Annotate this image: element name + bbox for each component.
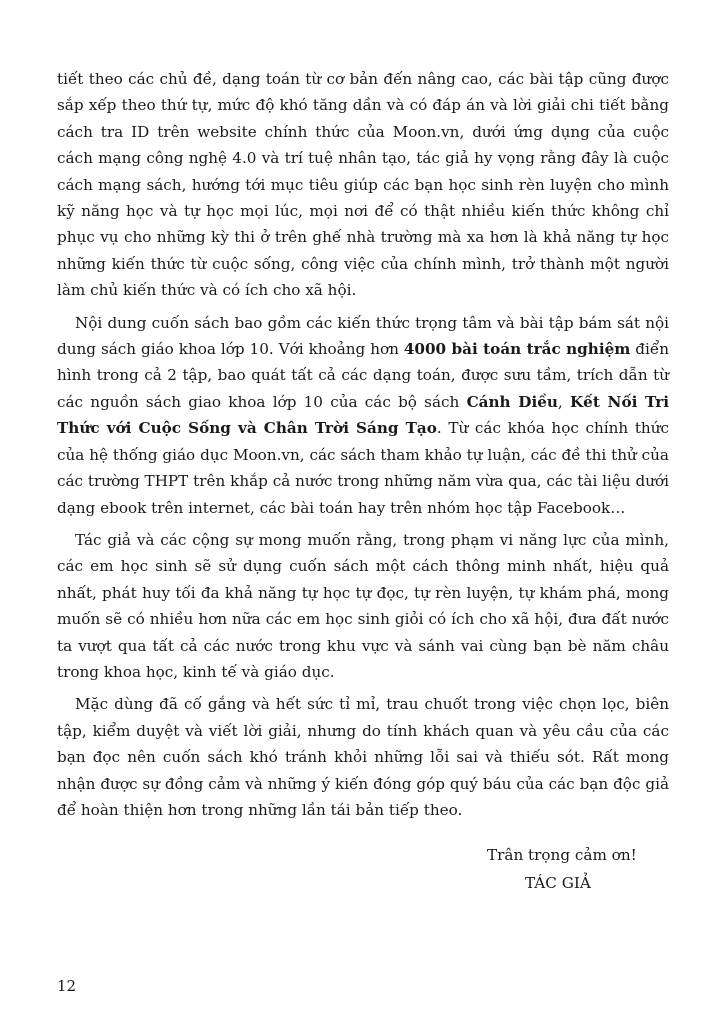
author-signature: TÁC GIẢ bbox=[525, 874, 591, 892]
paragraph-text-segment: Nội dung cuốn sách bao gồm các kiến thức trọng tâm và bài tập bám sát nội dung sách giáo khoa lớp 10. Với khoảng hơn bbox=[57, 313, 669, 359]
paragraph-book-content bbox=[57, 310, 669, 521]
page-number: 12 bbox=[57, 977, 77, 995]
paragraph-text-segment: điển hình trong cả 2 tập, bao quát tất cả các dạng toán, được sưu tầm, trích dẫn từ các nguồn sách giao khoa lớp 10 của các bộ sách bbox=[57, 340, 669, 411]
bold-book-series: Kết Nối Tri Thức với Cuộc Sống và Chân Trời Sáng Tạo bbox=[57, 392, 669, 438]
page-body bbox=[57, 66, 669, 823]
paragraph-author-hopes: Tác giả và các cộng sự mong muốn rằng, trong phạm vi năng lực của mình, các em học sinh sẽ sử dụng cuốn sách một cách thông minh nhất, hiệu quả nhất, phát huy tối đa khả năng tự học tự đọc, tự rèn luyện, tự khám phá, mong muốn sẽ có nhiều hơn nữa các em học sinh giỏi có ích cho xã hội, đưa đất nước ta vượt qua tất cả các nước trong khu vực và sánh vai cùng bạn bè năm châu trong khoa học, kinh tế và giáo dục. bbox=[57, 530, 669, 681]
paragraph-text-segment: , bbox=[557, 392, 570, 411]
paragraph-intro-continuation: tiết theo các chủ đề, dạng toán từ cơ bản đến nâng cao, các bài tập cũng được sắp xếp theo thứ tự, mức độ khó tăng dần và có đáp án và lời giải chi tiết bằng cách tra ID trên website chính thức của Moon.vn, dưới ứng dụng của cuộc cách mạng công nghệ 4.0 và trí tuệ nhân tạo, tác giả hy vọng rằng đây là cuộc cách mạng sách, hướng tới mục tiêu giúp các bạn học sinh rèn luyện cho mình kỹ năng học và tự học mọi lúc, mọi nơi để có thật nhiều kiến thức không chỉ phục vụ cho những kỳ thi ở trên ghế nhà trường mà xa hơn là khả năng tự học những kiến thức từ cuộc sống, công việc của chính mình, trở thành một người làm chủ kiến thức và có ích cho xã hội. bbox=[57, 70, 669, 300]
paragraph-apology: Mặc dùng đã cố gắng và hết sức tỉ mỉ, trau chuốt trong việc chọn lọc, biên tập, kiểm duyệt và viết lời giải, nhưng do tính khách quan và yêu cầu của các bạn đọc nên cuốn sách khó tránh khỏi những lỗi sai và thiếu sót. Rất mong nhận được sự đồng cảm và những ý kiến đóng góp quý báu của các bạn độc giả để hoàn thiện hơn trong những lần tái bản tiếp theo. bbox=[57, 695, 669, 819]
paragraph-text-segment: . Từ các khóa học chính thức của hệ thống giáo dục Moon.vn, các sách tham khảo tự luận, các đề thi thử của các trường THPT trên khắp cả nước trong những năm vừa qua, các tài liệu dưới dạng ebook trên internet, các bài toán hay trên nhóm học tập Facebook… bbox=[57, 419, 669, 517]
bold-problem-count: 4000 bài toán trắc nghiệm bbox=[403, 340, 631, 359]
bold-book-series: Cánh Diều bbox=[466, 392, 558, 411]
closing-thanks: Trân trọng cảm ơn! bbox=[487, 846, 637, 864]
